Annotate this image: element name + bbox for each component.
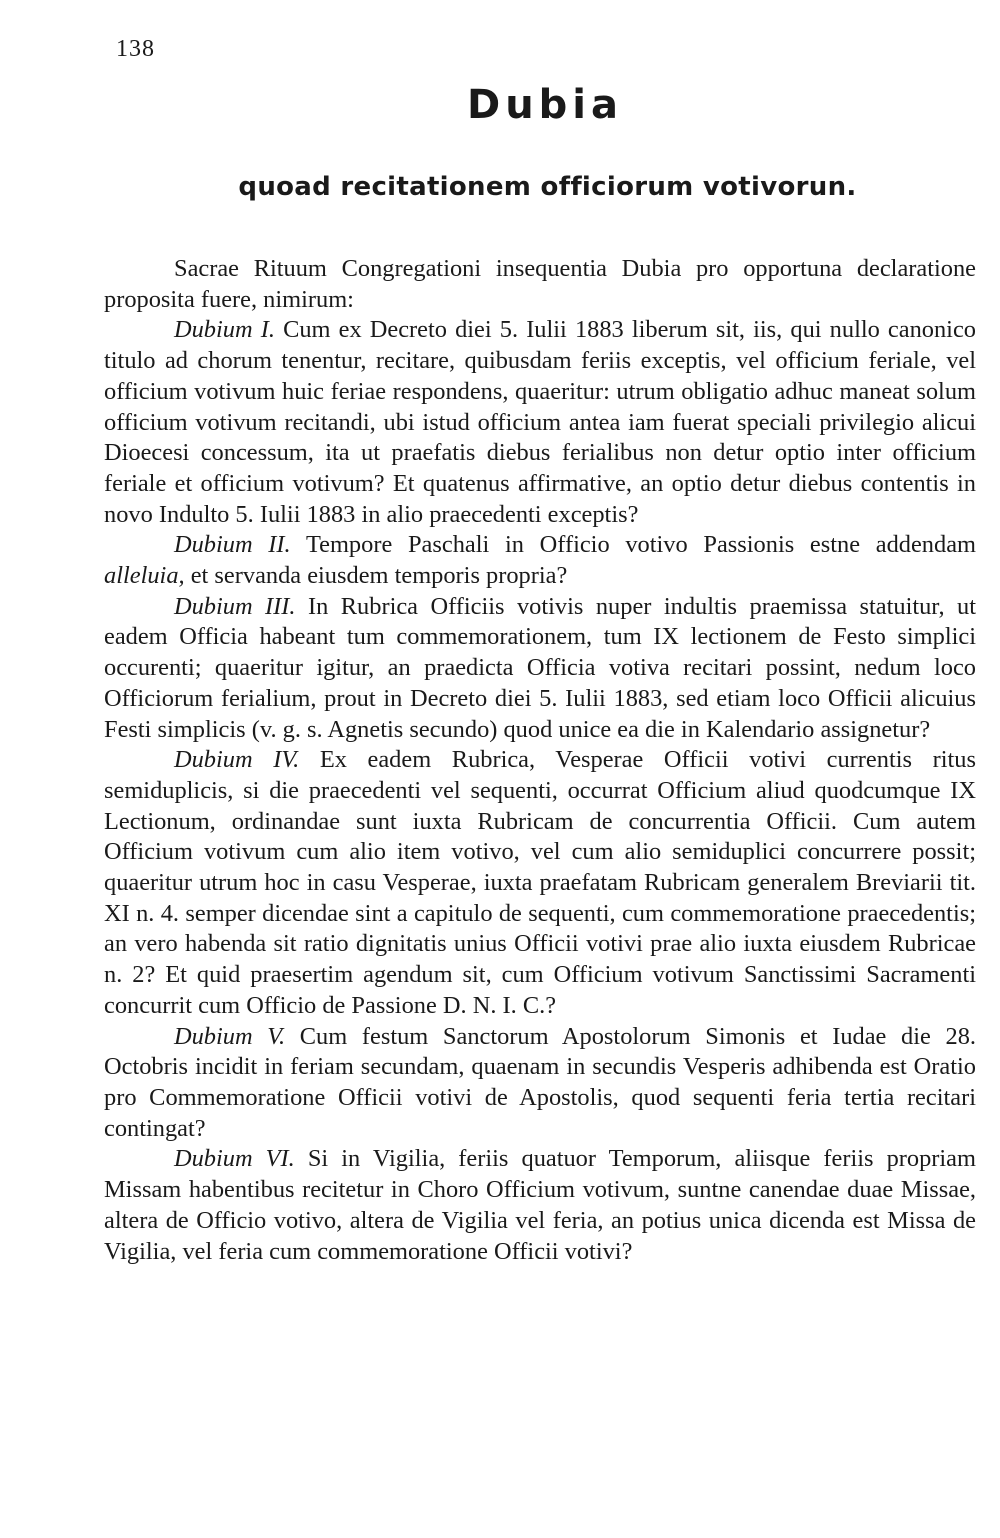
page-subtitle: quoad recitationem officiorum votivorun. — [238, 172, 857, 202]
dubium-4-label: Dubium IV. — [174, 746, 300, 774]
dubium-4-text: Ex eadem Rubrica, Vesperae Officii votivi currentis ritus semiduplicis, si die praecedenti vel sequenti, occurrat Officium aliud quodcumque IX Lectionum, ordinandae sunt iuxta Rubricam de concurrentia Officii. Cum autem Officium votivum cum alio item votivo, vel cum alio semiduplici concurrere possit; quaeritur utrum hoc in casu Vesperae, iuxta praefatam Rubricam generalem Breviarii tit. XI n. 4. semper dicendae sint a capitulo de sequenti, cum commemoratione praecedentis; an vero habenda sit ratio dignitatis unius Officii votivi prae alio iuxta eiusdem Rubricae n. 2? Et quid praesertim agendum sit, cum Officium votivum Sanctissimi Sacramenti concurrit cum Officio de Passione D. N. I. C.? — [104, 746, 976, 1019]
dubium-2-paragraph — [104, 530, 976, 591]
dubium-6-label: Dubium VI. — [174, 1145, 295, 1173]
dubium-2-italic-word: alleluia, — [104, 562, 185, 590]
dubium-2-text-before: Tempore Paschali in Officio votivo Passionis estne addendam — [305, 531, 976, 559]
dubium-3-paragraph — [104, 592, 976, 746]
intro-paragraph — [104, 254, 976, 315]
dubium-2-label: Dubium II. — [174, 531, 291, 559]
dubium-1-label: Dubium I. — [174, 316, 275, 344]
dubium-1-text: Cum ex Decreto diei 5. Iulii 1883 liberum sit, iis, qui nullo canonico titulo ad chorum tenentur, recitare, quibusdam feriis exceptis, vel officium feriale, vel officium votivum huic feriae respondens, quaeritur: utrum obligatio adhuc maneat solum officium votivum recitandi, ubi istud officium antea iam fuerat speciali privilegio alicui Dioecesi concessum, ita ut praefatis diebus ferialibus non detur optio inter officium feriale et officium votivum? Et quatenus affirmative, an optio detur diebus contentis in novo Indulto 5. Iulii 1883 in alio praecedenti exceptis? — [104, 316, 976, 528]
dubium-1-paragraph — [104, 315, 976, 530]
dubium-5-paragraph — [104, 1022, 976, 1145]
dubium-5-text: Cum festum Sanctorum Apostolorum Simonis et Iudae die 28. Octobris incidit in feriam secundam, quaenam in secundis Vesperis adhibenda est Oratio pro Commemoratione Officii votivi de Apostolis, quod sequenti feria tertia recitari contingat? — [104, 1022, 976, 1142]
dubium-6-text: Si in Vigilia, feriis quatuor Temporum, aliisque feriis propriam Missam habentibus recitetur in Choro Officium votivum, suntne canendae duae Missae, altera de Officio votivo, altera de Vigilia vel feria, an potius unica dicenda est Missa de Vigilia, vel feria cum commemoratione Officii votivi? — [104, 1145, 976, 1265]
dubium-3-text: In Rubrica Officiis votivis nuper indultis praemissa statuitur, ut eadem Officia habeant tum commemorationem, tum IX lectionem de Festo simplici occurenti; quaeritur igitur, an praedicta Officia votiva recitari possint, nedum loco Officiorum ferialium, prout in Decreto diei 5. Iulii 1883, sed etiam loco Officii alicuius Festi simplicis (v. g. s. Agnetis secundo) quod unice ea die in Kalendario assignetur? — [104, 592, 976, 743]
page-number: 138 — [116, 36, 155, 62]
body-text — [104, 254, 976, 1267]
intro-text: Sacrae Rituum Congregationi insequentia Dubia pro opportuna declaratione proposita fuere, nimirum: — [104, 255, 976, 313]
page-title: Dubia — [466, 82, 623, 128]
dubium-2-text-after: et servanda eiusdem temporis propria? — [190, 562, 568, 590]
dubium-3-label: Dubium III. — [174, 592, 296, 620]
dubium-5-label: Dubium V. — [174, 1022, 286, 1050]
dubium-6-paragraph — [104, 1144, 976, 1267]
dubium-4-paragraph — [104, 745, 976, 1021]
